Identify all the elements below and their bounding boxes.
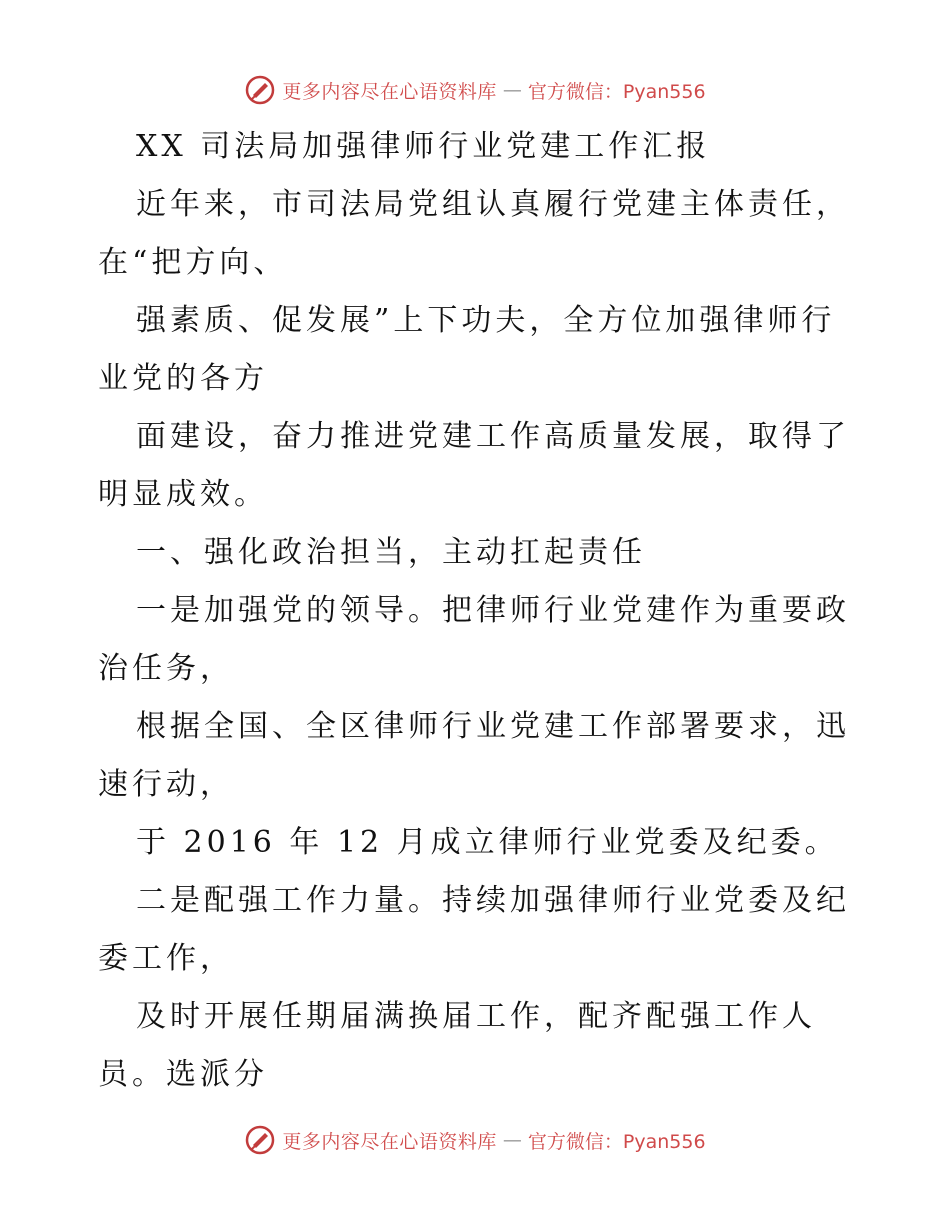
- watermark-text: 更多内容尽在心语资料库: [282, 80, 497, 103]
- document-line: 业党的各方: [98, 361, 268, 396]
- document-line: 根据全国、全区律师行业党建工作部署要求，迅: [136, 709, 850, 744]
- document-line: 一是加强党的领导。把律师行业党建作为重要政: [136, 593, 850, 628]
- document-line: 强素质、促发展”上下功夫，全方位加强律师行: [136, 303, 836, 338]
- document-line: 员。选派分: [98, 1057, 268, 1092]
- watermark-header: [0, 70, 950, 110]
- document-line: 在“把方向、: [98, 245, 288, 280]
- watermark-text: 更多内容尽在心语资料库: [282, 1130, 497, 1153]
- document-line: 委工作，: [98, 941, 234, 976]
- document-line: 二是配强工作力量。持续加强律师行业党委及纪: [136, 883, 850, 918]
- document-line: 明显成效。: [98, 477, 268, 512]
- document-line: 面建设，奋力推进党建工作高质量发展，取得了: [136, 419, 850, 454]
- watermark-wechat: 官方微信：Pyan556: [527, 80, 706, 103]
- document-body: [98, 118, 858, 1104]
- document-line: 治任务，: [98, 651, 234, 686]
- document-line: 及时开展任期届满换届工作，配齐配强工作人: [136, 999, 816, 1034]
- document-line: 于 2016 年 12 月成立律师行业党委及纪委。: [136, 825, 839, 860]
- document-line: XX 司法局加强律师行业党建工作汇报: [136, 129, 711, 164]
- document-line: 一、强化政治担当，主动扛起责任: [136, 535, 646, 570]
- document-line: 近年来，市司法局党组认真履行党建主体责任，: [136, 187, 850, 222]
- watermark-logo-icon: [244, 1124, 276, 1156]
- watermark-wechat: 官方微信：Pyan556: [527, 1130, 706, 1153]
- watermark-separator: —: [502, 79, 522, 101]
- watermark-footer: [0, 1120, 950, 1160]
- document-line: 速行动，: [98, 767, 234, 802]
- watermark-logo-icon: [244, 74, 276, 106]
- watermark-separator: —: [502, 1129, 522, 1151]
